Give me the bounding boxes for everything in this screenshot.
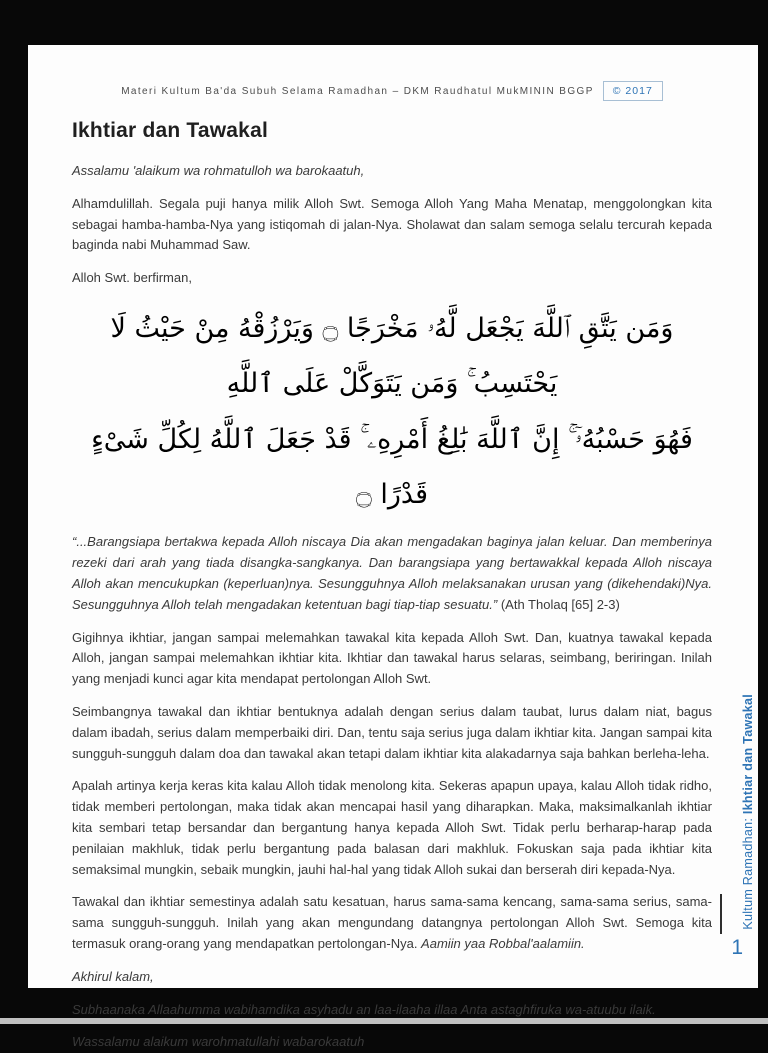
akhirul-kalam-line: Akhirul kalam, <box>72 968 154 984</box>
sidebar-vertical-label <box>741 694 755 930</box>
sidebar-label-prefix: Kultum Ramadhan: <box>741 814 755 930</box>
paragraph-apalah: Apalah artinya kerja keras kita kalau Alloh tidak menolong kita. Sekeras apapun upaya, kalau Alloh tidak ridho, tidak memberi pertolongan, maka tidak akan mencapai hasil yang diharapkan. Maka, maksimalkanlah ikhtiar kita sembari tetap bersandar dan bergantung hanya kepada Alloh Swt. Tidak perlu berharap-harap pada penilaian makhluk, tidak perlu bergantung pada balasan dari makhluk. Fokuskan saja pada ikhtiar kita semaksimal mungkin, sebaik mungkin, jauhi hal-hal yang tidak Alloh sukai dan berserah diri kepada-Nya. <box>72 778 712 877</box>
document-page <box>28 45 758 1050</box>
sidebar-label-title: Ikhtiar dan Tawakal <box>741 694 755 815</box>
bottom-edge-strip <box>0 1018 768 1024</box>
closing-salam-line: Wassalamu alaikum warohmatullahi wabarokaatuh <box>72 1034 365 1050</box>
verse-translation-text: “...Barangsiapa bertakwa kepada Alloh niscaya Dia akan mengadakan baginya jalan keluar. Dan memberinya rezeki dari arah yang tiada disangka-sangkanya. Dan barangsiapa yang bertawakkal kepada Alloh niscaya Alloh akan mencukupkan (keperluan)nya. Sesungguhnya Alloh melaksanakan urusan yang (dikehendaki)Nya. Sesungguhnya Alloh telah mengadakan ketentuan bagi tiap-tiap sesuatu.” <box>72 534 712 612</box>
copyright-badge: © 2017 <box>603 81 663 101</box>
quran-verse-line-2: فَهُوَ حَسْبُهُۥٓ ۚ إِنَّ ٱللَّهَ بَٰلِغُ أَمْرِهِۦ ۚ قَدْ جَعَلَ ٱللَّهُ لِكُلِّ شَىْءٍ قَدْرًا ۝ <box>91 423 693 511</box>
header-title: Materi Kultum Ba'da Subuh Selama Ramadhan – DKM Raudhatul MukMININ BGGP <box>121 85 594 97</box>
verse-translation-paragraph <box>72 532 712 615</box>
quran-verse-arabic <box>72 301 712 522</box>
page-number-divider <box>720 894 722 934</box>
document-content <box>28 45 758 1053</box>
paragraph-kesatuan-closing: Aamiin yaa Robbal'aalamiin. <box>421 935 585 951</box>
page-title: Ikhtiar dan Tawakal <box>72 119 268 142</box>
verse-reference: (Ath Tholaq [65] 2-3) <box>497 596 620 612</box>
page-header <box>72 81 712 101</box>
paragraph-kesatuan-text: Tawakal dan ikhtiar semestinya adalah satu kesatuan, harus sama-sama kencang, sama-sama serius, sama-sama sungguh-sungguh. Inilah yang akan mengundang datangnya pertolongan Alloh Swt. Semoga kita termasuk orang-orang yang mendapatkan pertolongan-Nya. <box>72 894 712 951</box>
opening-paragraph: Alhamdulillah. Segala puji hanya milik Alloh Swt. Semoga Alloh Yang Maha Menatap, menggolongkan kita sebagai hamba-hamba-Nya yang istiqomah di jalan-Nya. Sholawat dan salam semoga selalu tercurah kepada baginda nabi Muhammad Saw. <box>72 195 712 253</box>
greeting-line: Assalamu 'alaikum wa rohmatulloh wa barokaatuh, <box>72 163 365 178</box>
paragraph-kesatuan <box>72 892 712 954</box>
paragraph-seimbang: Seimbangnya tawakal dan ikhtiar bentuknya adalah dengan serius dalam taubat, lurus dalam niat, bagus dalam ibadah, serius dalam memperbaiki diri. Dan, tentu saja serius juga dalam ikhtiar kita. Jangan sampai kita sungguh-sungguh dalam doa dan tawakal akan tetapi dalam ikhtiar kita alakadarnya saja bahkan berleha-leha. <box>72 703 712 761</box>
paragraph-ikhtiar: Gigihnya ikhtiar, jangan sampai melemahkan tawakal kita kepada Alloh Swt. Dan, kuatnya tawakal kepada Alloh, jangan sampai melemahkan ikhtiar kita. Ikhtiar dan tawakal harus selaras, seimbang, beriringan. Inilah yang menjadi kunci agar kita mendapat pertolongan Alloh Swt. <box>72 629 712 687</box>
quran-verse-line-1: وَمَن يَتَّقِ ٱللَّهَ يَجْعَل لَّهُۥ مَخْرَجًا ۝ وَيَرْزُقْهُ مِنْ حَيْثُ لَا يَحْتَسِبُ ۚ وَمَن يَتَوَكَّلْ عَلَى ٱللَّهِ <box>110 312 674 400</box>
closing-dua-line: Subhaanaka Allaahumma wabihamdika asyhadu an laa-ilaaha illaa Anta astaghfiruka wa-atuubu ilaik. <box>72 1001 656 1017</box>
page-number: 1 <box>731 936 743 959</box>
firman-intro-line: Alloh Swt. berfirman, <box>72 270 192 286</box>
